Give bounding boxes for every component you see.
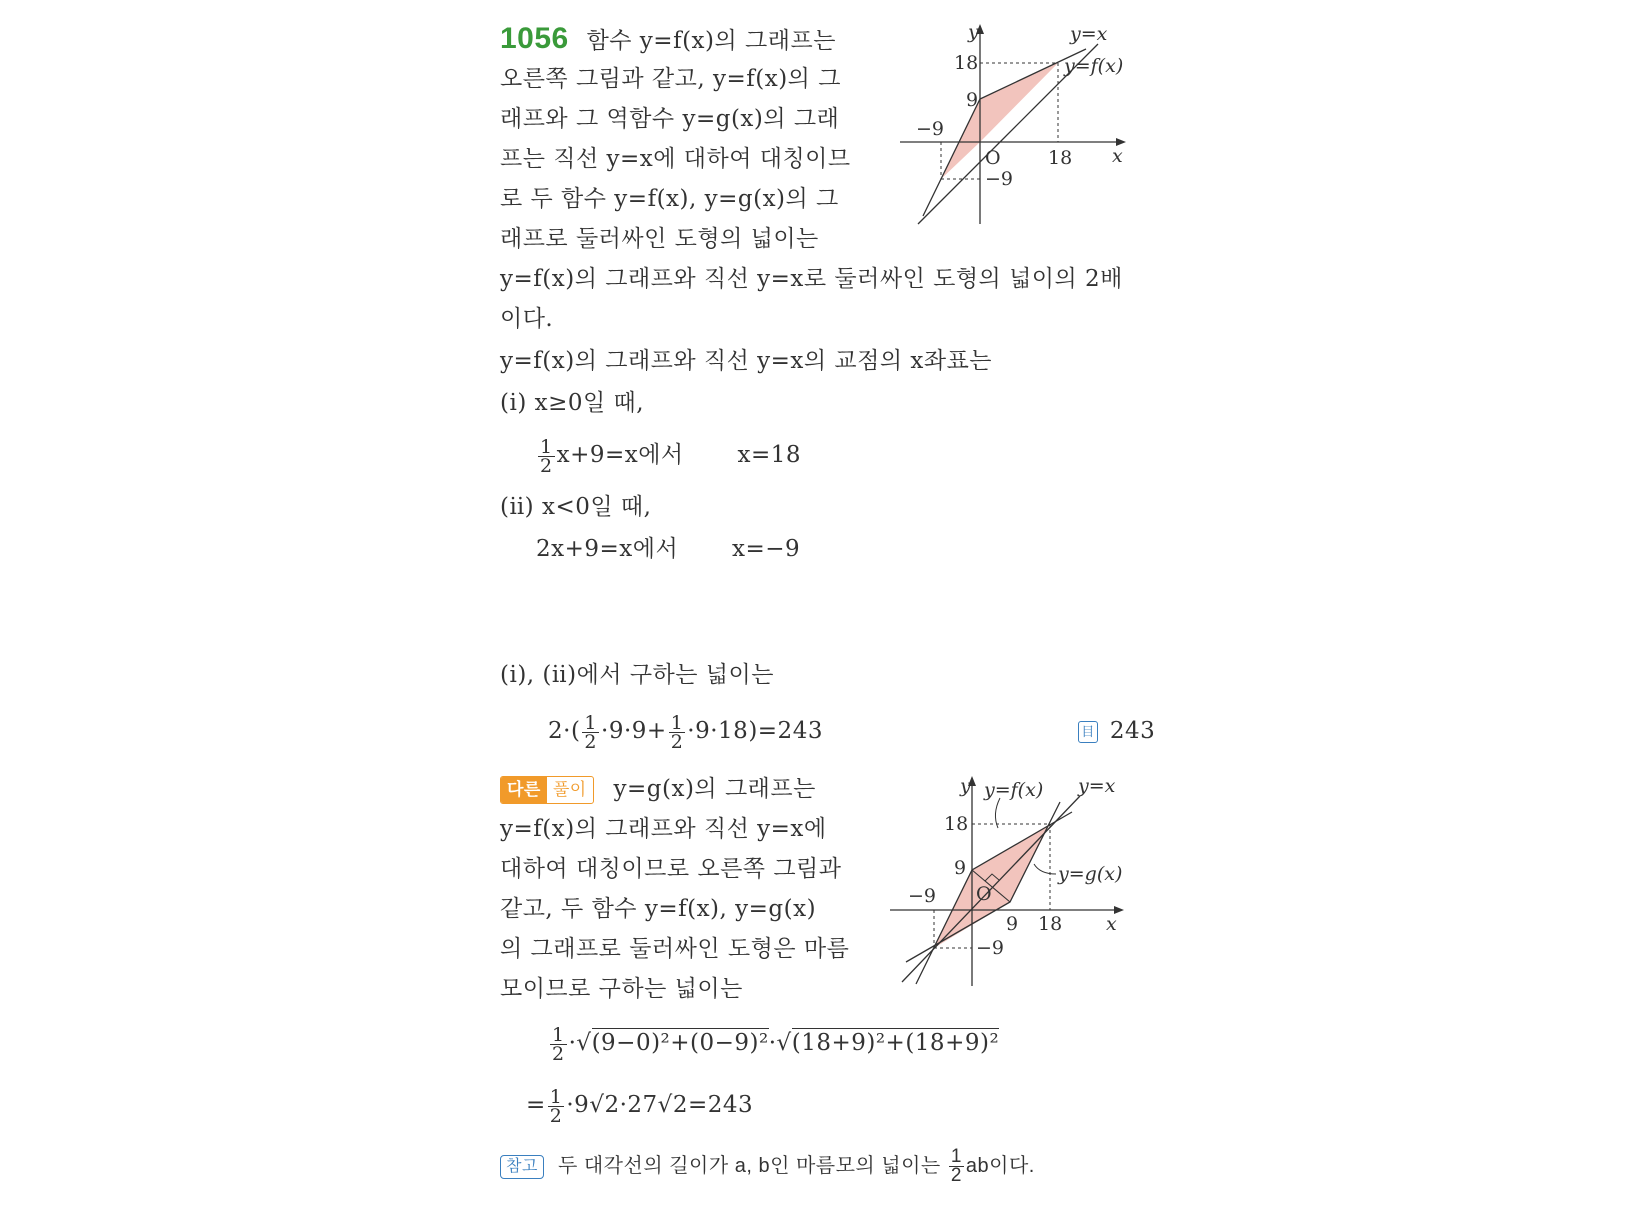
note-badge: 참고	[500, 1155, 544, 1179]
graph-1	[890, 18, 1150, 228]
text-line: 프는 직선 y=x에 대하여 대칭이므	[500, 146, 851, 172]
pointer-g	[1034, 864, 1056, 874]
answer-value: 243	[1109, 718, 1156, 744]
text-line: y=f(x)의 그래프와 직선 y=x에	[500, 816, 827, 842]
text-line: 이다.	[500, 306, 554, 332]
graph-2	[880, 770, 1160, 990]
fraction: $\frac{1}{2}$	[552, 1023, 565, 1065]
equation-area: 2·( $\frac{1}{2}$ ·9·9+ $\frac{1}{2}$ ·9·18)=243	[548, 711, 823, 753]
equation-1: $\frac{1}{2}$ x+9=x에서 x=18	[540, 435, 801, 477]
rhombus-region	[934, 824, 1050, 948]
tick-18-y: 18	[954, 52, 979, 74]
equation-rhombus-1: $\frac{1}{2}$ ·√(9−0)²+(0−9)²·√(18+9)²+(18+9)²	[552, 1023, 1000, 1065]
case-1: (ⅰ) x≥0일 때,	[500, 390, 645, 416]
tick-m9-y: −9	[985, 168, 1014, 190]
answer-icon: 目	[1078, 721, 1098, 743]
tick-18-x: 18	[1038, 913, 1063, 935]
graph-f	[923, 49, 1086, 216]
y-axis-label: y	[968, 21, 979, 43]
fraction: $\frac{1}{2}$	[584, 711, 598, 753]
tick-m9-y: −9	[976, 937, 1005, 959]
x-axis-label: x	[1106, 913, 1117, 935]
origin-label: O	[985, 147, 1001, 169]
tick-9-x: 9	[1006, 913, 1019, 935]
text-line: 래프로 둘러싸인 도형의 넓이는	[500, 226, 819, 252]
fraction: $\frac{1}{2}$	[950, 1146, 962, 1187]
equation-2: 2x+9=x에서 x=−9	[536, 536, 801, 562]
fraction: $\frac{1}{2}$	[540, 435, 553, 477]
label-f: y=f(x)	[984, 779, 1044, 801]
y-axis-label: y	[960, 775, 971, 797]
case-2: (ⅱ) x<0일 때,	[500, 494, 652, 520]
tick-18-y: 18	[944, 813, 969, 835]
tick-m9-x: −9	[916, 118, 945, 140]
alt-solution-badge: 다른 풀이	[500, 776, 594, 804]
tick-9-y: 9	[966, 89, 979, 111]
text-line: 같고, 두 함수 y=f(x), y=g(x)	[500, 896, 817, 922]
text-line: y=f(x)의 그래프와 직선 y=x의 교점의 x좌표는	[500, 348, 993, 374]
text-line: 함수 y=f(x)의 그래프는	[586, 28, 836, 54]
label-y-eq-x: y=x	[1070, 23, 1108, 45]
label-f: y=f(x)	[1064, 55, 1124, 77]
text-line: 대하여 대칭이므로 오른쪽 그림과	[500, 856, 842, 882]
tick-9-y: 9	[954, 857, 967, 879]
text-line: 의 그래프로 둘러싸인 도형은 마름	[500, 936, 850, 962]
problem-number: 1056	[500, 22, 569, 55]
answer	[1078, 716, 1155, 746]
alt-line-1: 다른 풀이 y=g(x)의 그래프는	[500, 774, 816, 804]
label-g: y=g(x)	[1058, 863, 1123, 885]
text-line: 로 두 함수 y=f(x), y=g(x)의 그	[500, 186, 839, 212]
text-line: 오른쪽 그림과 같고, y=f(x)의 그	[500, 66, 841, 92]
label-y-eq-x: y=x	[1078, 775, 1116, 797]
tick-18-x: 18	[1048, 147, 1073, 169]
equation-rhombus-2: = $\frac{1}{2}$ ·9√2·27√2=243	[526, 1085, 754, 1127]
text-line: 래프와 그 역함수 y=g(x)의 그래	[500, 106, 840, 132]
tick-m9-x: −9	[908, 885, 937, 907]
problem-line-1	[500, 24, 836, 56]
x-axis-label: x	[1112, 145, 1123, 167]
text-line: y=f(x)의 그래프와 직선 y=x로 둘러싸인 도형의 넓이의 2배	[500, 266, 1123, 292]
text-line: (ⅰ), (ⅱ)에서 구하는 넓이는	[500, 662, 774, 688]
origin-label: O	[976, 883, 992, 905]
fraction: $\frac{1}{2}$	[549, 1085, 563, 1127]
text-line: 모이므로 구하는 넓이는	[500, 976, 743, 1002]
fraction: $\frac{1}{2}$	[670, 711, 684, 753]
note-line: 참고 두 대각선의 길이가 a, b인 마름모의 넓이는 $\frac{1}{2}$ ab이다.	[500, 1144, 1035, 1188]
